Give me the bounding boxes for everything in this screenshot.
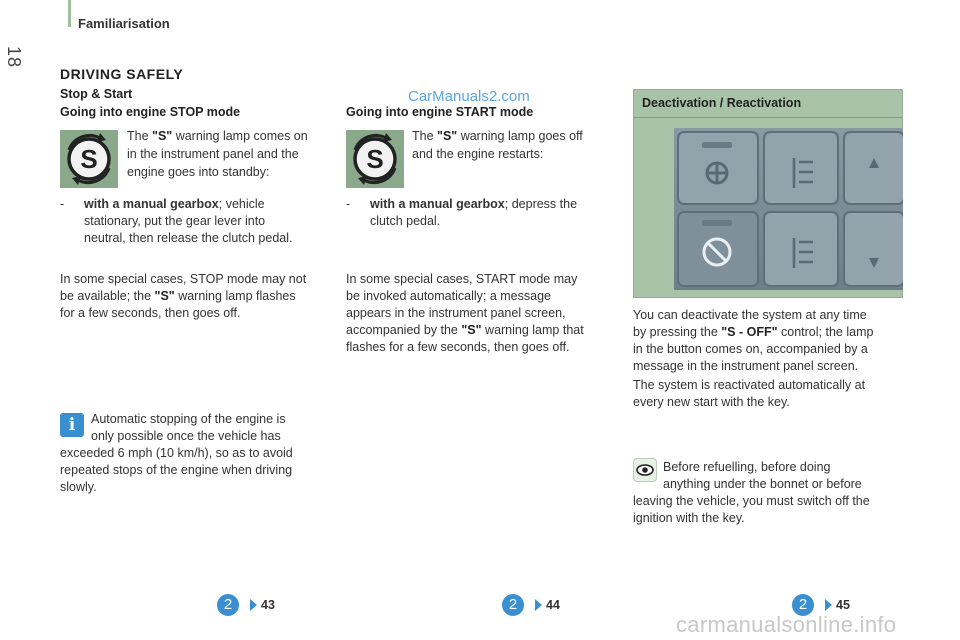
warning-line4: ignition with the key.	[633, 511, 745, 525]
deact-line4: message in the instrument panel screen.	[633, 359, 859, 373]
start-special-line5: flashes for a few seconds, then goes off.	[346, 340, 570, 354]
page-ref-link[interactable]	[502, 594, 572, 616]
react-line1: The system is reactivated automatically at	[633, 378, 866, 392]
start-special-line3: appears in the instrument panel screen,	[346, 306, 566, 320]
deact-line3: in the button comes on, accompanied by a	[633, 342, 868, 356]
chapter-number-badge: 2	[217, 594, 239, 616]
page-ref-number: 44	[546, 598, 560, 612]
s-warning-lamp-icon	[60, 130, 118, 188]
info-icon: i	[60, 413, 84, 437]
start-special-line4: accompanied by the "S" warning lamp that	[346, 323, 584, 337]
deact-line1: You can deactivate the system at any time	[633, 308, 867, 322]
svg-text:S: S	[366, 144, 384, 174]
chapter-number-badge: 2	[502, 594, 524, 616]
arrow-right-icon	[535, 599, 542, 611]
deactivation-title: Deactivation / Reactivation	[642, 96, 802, 110]
start-mode-title: Going into engine START mode	[346, 105, 534, 119]
start-lamp-text-line2: and the engine restarts:	[412, 147, 544, 161]
info-note-line1: Automatic stopping of the engine is	[91, 412, 286, 426]
section-title: Familiarisation	[78, 16, 170, 31]
eye-warning-icon	[633, 458, 657, 482]
stop-lamp-text-line1: The "S" warning lamp comes on	[127, 129, 308, 143]
start-lamp-text-line1: The "S" warning lamp goes off	[412, 129, 583, 143]
watermark-link[interactable]: CarManuals2.com	[408, 88, 530, 105]
start-bullet-line1: - with a manual gearbox; depress the	[346, 197, 578, 211]
page-ref-link[interactable]	[217, 594, 287, 616]
page-ref-number: 43	[261, 598, 275, 612]
start-special-line2: be invoked automatically; a message	[346, 289, 551, 303]
stop-lamp-text-line3: engine goes into standby:	[127, 165, 270, 179]
stop-special-line3: for a few seconds, then goes off.	[60, 306, 241, 320]
info-note-line2: only possible once the vehicle has	[91, 429, 281, 443]
stop-special-line1: In some special cases, STOP mode may not	[60, 272, 307, 286]
chapter-number-badge: 2	[792, 594, 814, 616]
start-bullet-line2: clutch pedal.	[370, 214, 441, 228]
stop-bullet-line2: stationary, put the gear lever into	[84, 214, 266, 228]
start-special-line1: In some special cases, START mode may	[346, 272, 578, 286]
info-note-line5: slowly.	[60, 480, 97, 494]
divider	[634, 117, 902, 118]
s-warning-lamp-icon	[346, 130, 404, 188]
stop-bullet-line3: neutral, then release the clutch pedal.	[84, 231, 293, 245]
section-marker-bar	[68, 0, 71, 27]
warning-line3: leaving the vehicle, you must switch off the	[633, 494, 870, 508]
arrow-right-icon	[825, 599, 832, 611]
svg-text:S: S	[80, 144, 98, 174]
stop-bullet-line1: - with a manual gearbox; vehicle	[60, 197, 265, 211]
stop-mode-title: Going into engine STOP mode	[60, 105, 241, 119]
warning-line2: anything under the bonnet or before	[663, 477, 862, 491]
control-panel-photo	[674, 128, 903, 290]
stop-start-title: Stop & Start	[60, 87, 133, 101]
arrow-right-icon	[250, 599, 257, 611]
info-note-line4: repeated stops of the engine when driving	[60, 463, 293, 477]
page-number: 18	[4, 46, 24, 69]
deact-line2: by pressing the "S - OFF" control; the lamp	[633, 325, 874, 339]
footer-watermark: carmanualsonline.info	[676, 612, 897, 637]
warning-line1: Before refuelling, before doing	[663, 460, 831, 474]
page-heading: DRIVING SAFELY	[60, 66, 184, 82]
stop-lamp-text-line2: in the instrument panel and the	[127, 147, 299, 161]
info-note-line3: exceeded 6 mph (10 km/h), so as to avoid	[60, 446, 293, 460]
stop-special-line2: be available; the "S" warning lamp flashes	[60, 289, 296, 303]
page-ref-number: 45	[836, 598, 850, 612]
deactivation-panel	[633, 89, 903, 298]
react-line2: every new start with the key.	[633, 395, 790, 409]
